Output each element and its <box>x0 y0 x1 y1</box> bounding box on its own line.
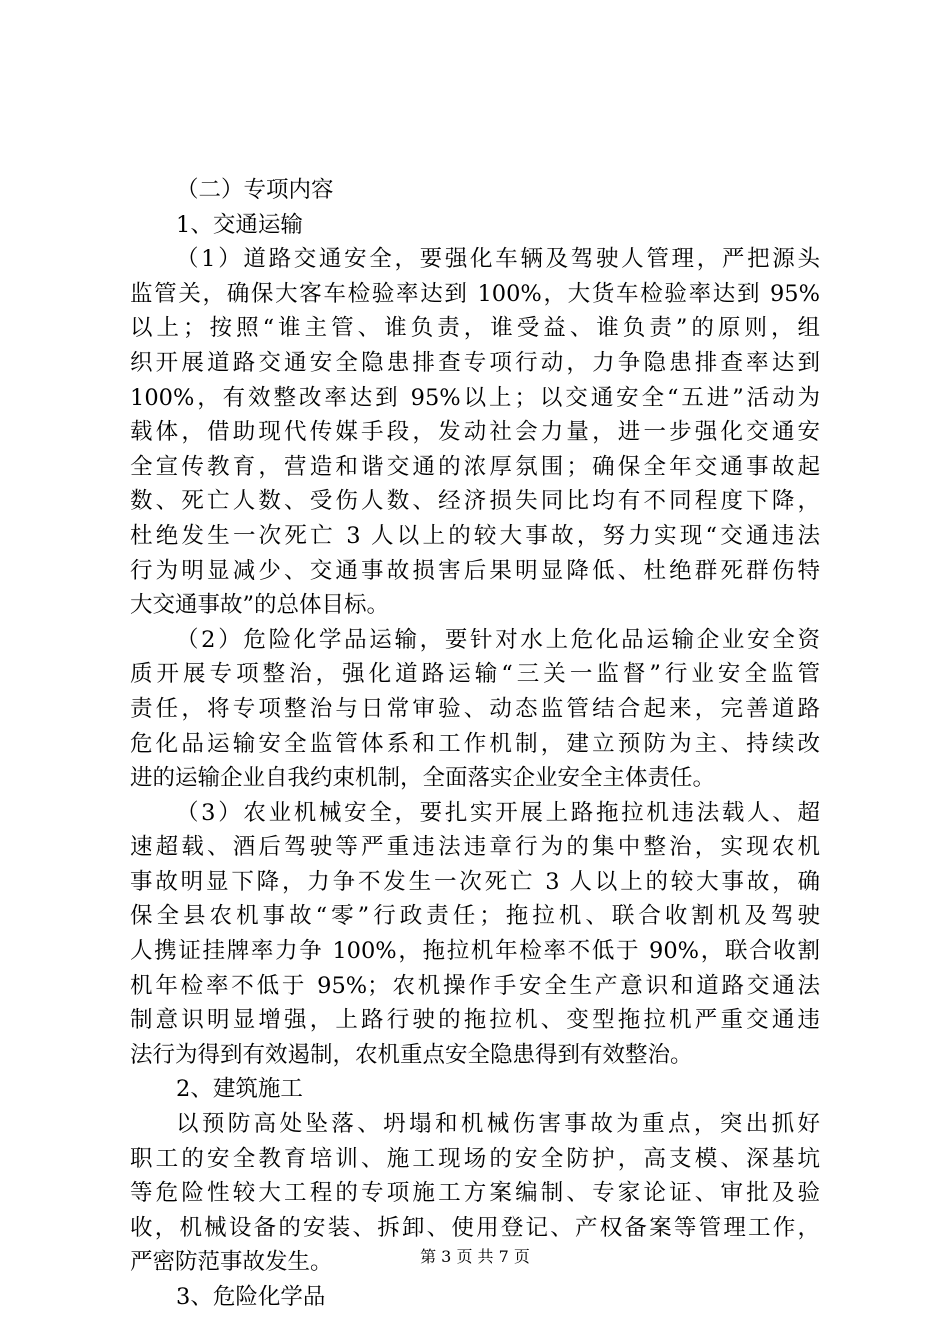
paragraph-line: 100%，有效整改率达到 95%以上；以交通安全“五进”活动为 <box>130 384 820 411</box>
paragraph-hazmat-transport <box>130 623 820 796</box>
paragraph-line: 杜绝发生一次死亡 3 人以上的较大事故，努力实现“交通违法 <box>130 522 820 549</box>
paragraph-line: （3）农业机械安全，要扎实开展上路拖拉机违法载人、超 <box>176 799 820 826</box>
paragraph-line: 人携证挂牌率力争 100%，拖拉机年检率不低于 90%，联合收割 <box>130 938 820 965</box>
paragraph-line: 大交通事故”的总体目标。 <box>130 592 390 619</box>
paragraph-line: 以预防高处坠落、坍塌和机械伤害事故为重点，突出抓好 <box>176 1111 820 1138</box>
paragraph-line: 危化品运输安全监管体系和工作机制，建立预防为主、持续改 <box>130 730 820 757</box>
paragraph-line: 行为明显减少、交通事故损害后果明显降低、杜绝群死群伤特 <box>130 557 820 584</box>
subsection-heading-construction: 2、建筑施工 <box>176 1076 303 1103</box>
paragraph-line: 进的运输企业自我约束机制，全面落实企业安全主体责任。 <box>130 765 716 792</box>
paragraph-line: （2）危险化学品运输，要针对水上危化品运输企业安全资 <box>176 626 820 653</box>
paragraph-line: 严密防范事故发生。 <box>130 1249 333 1276</box>
paragraph-line: 职工的安全教育培训、施工现场的安全防护，高支模、深基坑 <box>130 1145 820 1172</box>
document-body <box>130 173 820 1315</box>
subsection-heading-transport: 1、交通运输 <box>176 211 303 238</box>
paragraph-line: 以上；按照“谁主管、谁负责，谁受益、谁负责”的原则，组 <box>130 315 820 342</box>
page-number-footer: 第 3 页 共 7 页 <box>420 1247 530 1266</box>
paragraph-line: 数、死亡人数、受伤人数、经济损失同比均有不同程度下降， <box>130 488 820 515</box>
paragraph-line: 收，机械设备的安装、拆卸、使用登记、产权备案等管理工作， <box>130 1214 820 1241</box>
subsection-heading-hazchem: 3、危险化学品 <box>176 1284 326 1310</box>
paragraph-line: 织开展道路交通安全隐患排查专项行动，力争隐患排查率达到 <box>130 349 820 376</box>
paragraph-line: （1）道路交通安全，要强化车辆及驾驶人管理，严把源头 <box>176 246 820 273</box>
paragraph-line: 质开展专项整治，强化道路运输“三关一监督”行业安全监管 <box>130 661 820 688</box>
paragraph-line: 机年检率不低于 95%；农机操作手安全生产意识和道路交通法 <box>130 972 820 999</box>
paragraph-line: 事故明显下降，力争不发生一次死亡 3 人以上的较大事故，确 <box>130 868 820 895</box>
paragraph-line: 等危险性较大工程的专项施工方案编制、专家论证、审批及验 <box>130 1180 820 1207</box>
paragraph-line: 保全县农机事故“零”行政责任；拖拉机、联合收割机及驾驶 <box>130 903 820 930</box>
paragraph-line: 速超载、酒后驾驶等严重违法违章行为的集中整治，实现农机 <box>130 834 820 861</box>
paragraph-line: 责任，将专项整治与日常审验、动态监管结合起来，完善道路 <box>130 695 820 722</box>
paragraph-line: 法行为得到有效遏制，农机重点安全隐患得到有效整治。 <box>130 1041 693 1068</box>
paragraph-agri-machinery <box>130 796 820 1073</box>
paragraph-line: 制意识明显增强，上路行驶的拖拉机、变型拖拉机严重交通违 <box>130 1007 820 1034</box>
paragraph-road-safety <box>130 242 820 623</box>
paragraph-line: 全宣传教育，营造和谐交通的浓厚氛围；确保全年交通事故起 <box>130 453 820 480</box>
section-heading: （二）专项内容 <box>176 177 334 203</box>
paragraph-line: 监管关，确保大客车检验率达到 100%，大货车检验率达到 95% <box>130 280 820 307</box>
paragraph-line: 载体，借助现代传媒手段，发动社会力量，进一步强化交通安 <box>130 419 820 446</box>
